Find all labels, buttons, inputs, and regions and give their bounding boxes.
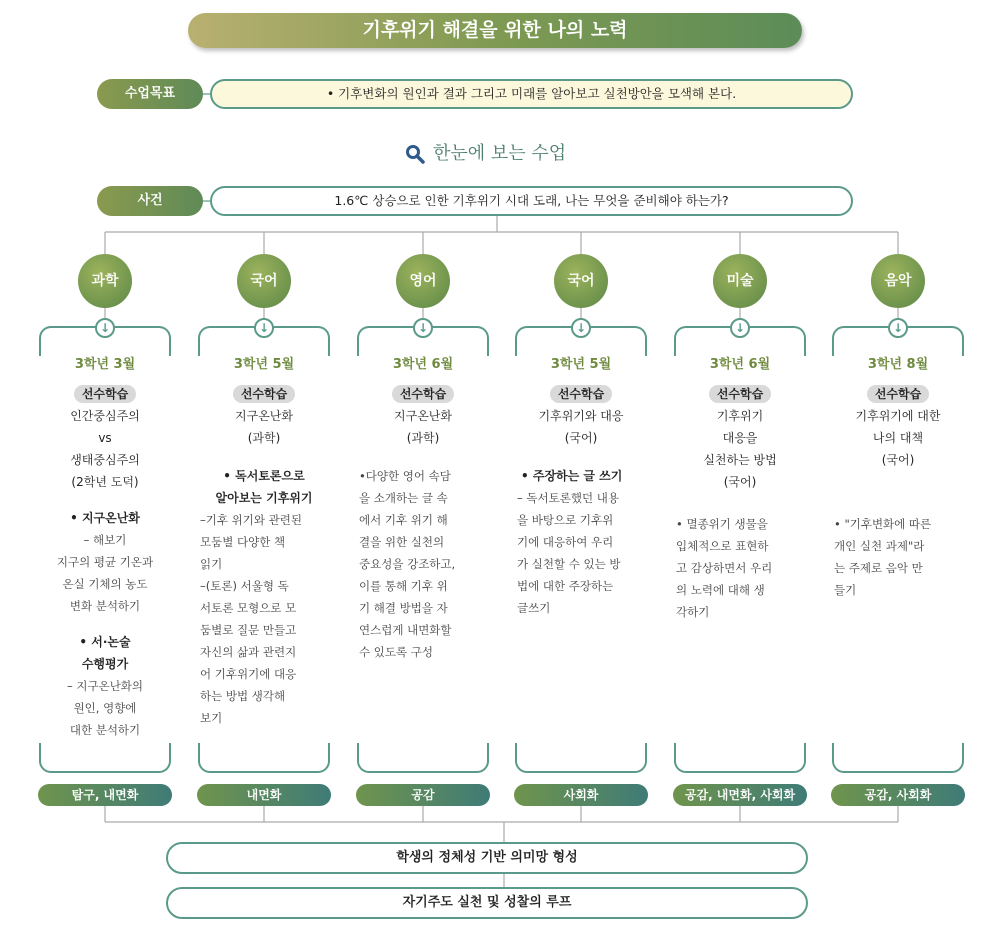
glance-text: 한눈에 보는 수업 <box>433 143 567 164</box>
summary-box-identity: 학생의 정체성 기반 의미망 형성 <box>166 842 808 874</box>
prerequisite-tag: 선수학습 <box>550 385 612 403</box>
event-text: 1.6℃ 상승으로 인한 기후위기 시대 도래, 나는 무엇을 준비해야 하는가? <box>210 186 853 216</box>
lesson-date: 3학년 6월 <box>709 357 771 372</box>
lesson-column-korean <box>194 355 334 729</box>
activity-heading: • 독서토론으로 알아보는 기후위기 <box>215 469 313 505</box>
outcome-badge: 내면화 <box>197 784 331 806</box>
glance-heading <box>405 140 566 168</box>
lesson-date: 3학년 6월 <box>392 357 454 372</box>
subject-circle: 미술 <box>713 254 767 308</box>
lesson-date: 3학년 5월 <box>550 357 612 372</box>
arrow-down-icon: ↓ <box>888 318 908 338</box>
search-icon <box>405 144 425 164</box>
column-bracket-bottom <box>515 743 647 773</box>
outcome-badge: 공감, 내면화, 사회화 <box>673 784 807 806</box>
lesson-column-science <box>35 355 175 741</box>
column-bracket-bottom <box>198 743 330 773</box>
outcome-badge: 사회화 <box>514 784 648 806</box>
column-bracket-bottom <box>832 743 964 773</box>
subject-circle: 음악 <box>871 254 925 308</box>
activity-body: •다양한 영어 속담 을 소개하는 글 속 에서 기후 위기 해 결을 위한 실천의 중요성을 강조하고, 이를 통해 기후 위 기 해결 방법을 자 연스럽게 내면화할 수 있도록 구성 <box>359 469 456 659</box>
arrow-down-icon: ↓ <box>730 318 750 338</box>
page-title: 기후위기 해결을 위한 나의 노력 <box>188 13 802 48</box>
prerequisite-tag: 선수학습 <box>867 385 929 403</box>
prerequisite-topic: 기후위기 대응을 실천하는 방법 (국어) <box>703 409 777 489</box>
subject-circle: 영어 <box>396 254 450 308</box>
prerequisite-topic: 인간중심주의 vs 생태중심주의 (2학년 도덕) <box>70 409 140 489</box>
outcome-badge: 탐구, 내면화 <box>38 784 172 806</box>
prerequisite-tag: 선수학습 <box>74 385 136 403</box>
activity-body: – 해보기 지구의 평균 기온과 온실 기체의 농도 변화 분석하기 <box>56 533 154 613</box>
lesson-column-art <box>670 355 810 623</box>
arrow-down-icon: ↓ <box>571 318 591 338</box>
prerequisite-tag: 선수학습 <box>233 385 295 403</box>
outcome-badge: 공감 <box>356 784 490 806</box>
lesson-column-music <box>828 355 968 601</box>
lesson-date: 3학년 5월 <box>233 357 295 372</box>
activity-heading: • 지구온난화 <box>70 511 140 525</box>
activity-heading: • 서·논술 수행평가 <box>79 635 131 671</box>
subject-circle: 과학 <box>78 254 132 308</box>
subject-circle: 국어 <box>554 254 608 308</box>
activity-heading: • 주장하는 글 쓰기 <box>521 469 623 483</box>
arrow-down-icon: ↓ <box>254 318 274 338</box>
prerequisite-topic: 지구온난화 (과학) <box>394 409 452 445</box>
event-label: 사건 <box>97 186 203 216</box>
prerequisite-topic: 지구온난화 (과학) <box>235 409 293 445</box>
outcome-badge: 공감, 사회화 <box>831 784 965 806</box>
summary-box-loop: 자기주도 실천 및 성찰의 루프 <box>166 887 808 919</box>
column-bracket-bottom <box>357 743 489 773</box>
prerequisite-topic: 기후위기와 대응 (국어) <box>538 409 624 445</box>
arrow-down-icon: ↓ <box>413 318 433 338</box>
activity-body: • 멸종위기 생물을 입체적으로 표현하 고 감상하면서 우리 의 노력에 대해 생 각하기 <box>676 517 773 619</box>
lesson-date: 3학년 3월 <box>74 357 136 372</box>
column-bracket-bottom <box>39 743 171 773</box>
activity-body: – 지구온난화의 원인, 영향에 대한 분석하기 <box>66 679 144 737</box>
activity-body: – 독서토론했던 내용 을 바탕으로 기후위 기에 대응하여 우리 가 실천할 수 있는 방 법에 대한 주장하는 글쓰기 <box>517 491 621 615</box>
column-bracket-bottom <box>674 743 806 773</box>
prerequisite-tag: 선수학습 <box>392 385 454 403</box>
prerequisite-topic: 기후위기에 대한 나의 대책 (국어) <box>855 409 941 467</box>
subject-circle: 국어 <box>237 254 291 308</box>
arrow-down-icon: ↓ <box>95 318 115 338</box>
lesson-date: 3학년 8월 <box>867 357 929 372</box>
goal-text: • 기후변화의 원인과 결과 그리고 미래를 알아보고 실천방안을 모색해 본다. <box>210 79 853 109</box>
activity-body: –기후 위기와 관련된 모둠별 다양한 책 읽기 –(토론) 서울형 독 서토론 모형으로 모 둠별로 질문 만들고 자신의 삶과 관련지 어 기후위기에 대응 하는 방법 생각해 보기 <box>200 513 302 725</box>
goal-label: 수업목표 <box>97 79 203 109</box>
activity-body: • "기후변화에 따른 개인 실천 과제"라 는 주제로 음악 만 들기 <box>834 517 932 597</box>
prerequisite-tag: 선수학습 <box>709 385 771 403</box>
lesson-column-english <box>353 355 493 663</box>
lesson-column-korean-writing <box>511 355 651 619</box>
